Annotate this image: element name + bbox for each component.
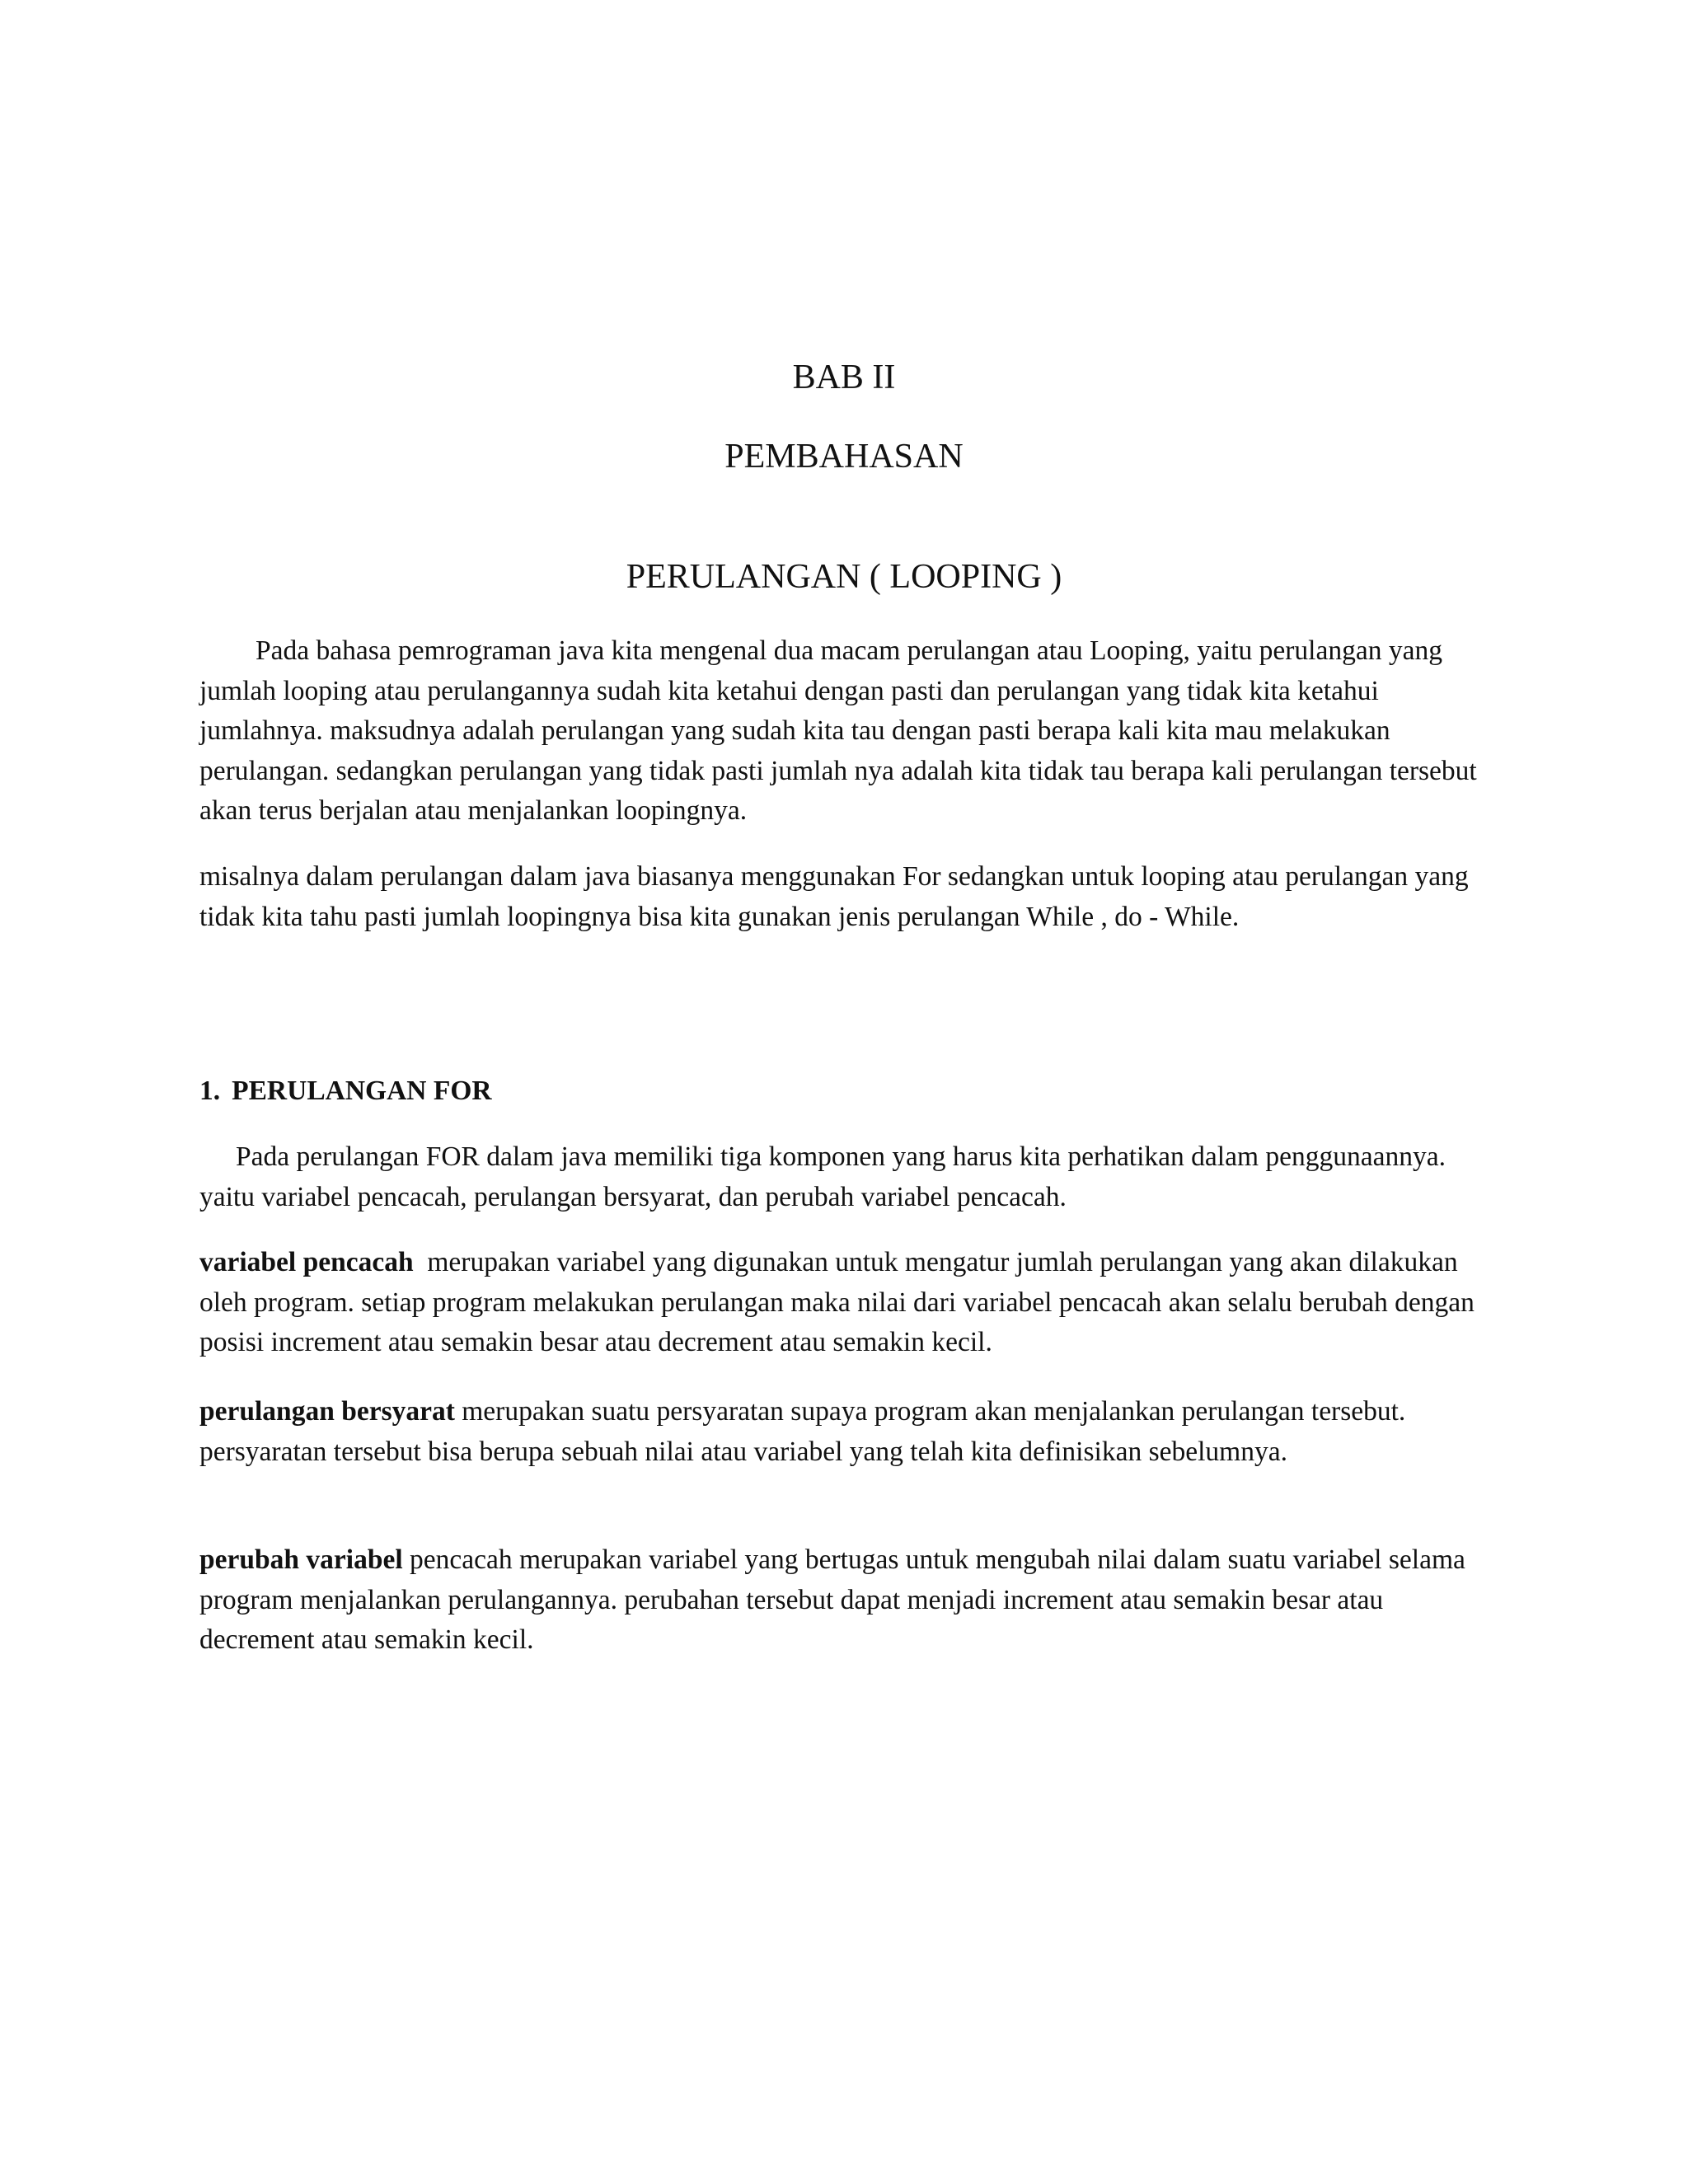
section-1-number: 1. [199,1076,221,1106]
for-intro-paragraph: Pada perulangan FOR dalam java memiliki tiga komponen yang harus kita perhatikan dalam penggunaannya. yaitu variabel pencacah, perulangan bersyarat, dan perubah variabel pencacah. [199,1141,1446,1212]
definition-term: variabel pencacah [199,1247,414,1277]
definition-text: merupakan variabel yang digunakan untuk mengatur jumlah perulangan yang akan dilakukan oleh program. setiap program melakukan perulangan maka nilai dari variabel pencacah akan selalu berubah dengan posisi increment atau semakin besar atau decrement atau semakin kecil. [199,1247,1482,1357]
intro-paragraph-2: misalnya dalam perulangan dalam java biasanya menggunakan For sedangkan untuk looping atau perulangan yang tidak kita tahu pasti jumlah loopingnya bisa kita gunakan jenis perulangan While , do - While. [199,861,1469,932]
chapter-heading: BAB II [792,359,896,396]
definition-perubah-variabel [199,1540,1493,1661]
section-1-title: PERULANGAN FOR [232,1076,492,1106]
definition-text: pencacah merupakan variabel yang bertugas untuk mengubah nilai dalam suatu variabel selama program menjalankan perulangannya. perubahan tersebut dapat menjadi increment atau semakin besar atau decrement atau semakin kecil. [199,1544,1473,1655]
definition-perulangan-bersyarat [199,1392,1493,1472]
definition-text: merupakan suatu persyaratan supaya program akan menjalankan perulangan tersebut. persyaratan tersebut bisa berupa sebuah nilai atau variabel yang telah kita definisikan sebelumnya. [199,1396,1413,1467]
section-heading: PEMBAHASAN [724,438,964,476]
document-title: PERULANGAN ( LOOPING ) [626,558,1062,596]
definition-term: perulangan bersyarat [199,1396,455,1427]
definition-term: perubah variabel [199,1544,403,1575]
definition-variabel-pencacah [199,1243,1493,1363]
intro-paragraph-1: Pada bahasa pemrograman java kita mengenal dua macam perulangan atau Looping, yaitu perulangan yang jumlah looping atau perulangannya sudah kita ketahui dengan pasti dan perulangan yang tidak kita ketahui jumlahnya. maksudnya adalah perulangan yang sudah kita tau dengan pasti berapa kali kita mau melakukan perulangan. sedangkan perulangan yang tidak pasti jumlah nya adalah kita tidak tau berapa kali perulangan tersebut akan terus berjalan atau menjalankan loopingnya. [199,635,1477,826]
section-1-heading [199,1071,492,1112]
